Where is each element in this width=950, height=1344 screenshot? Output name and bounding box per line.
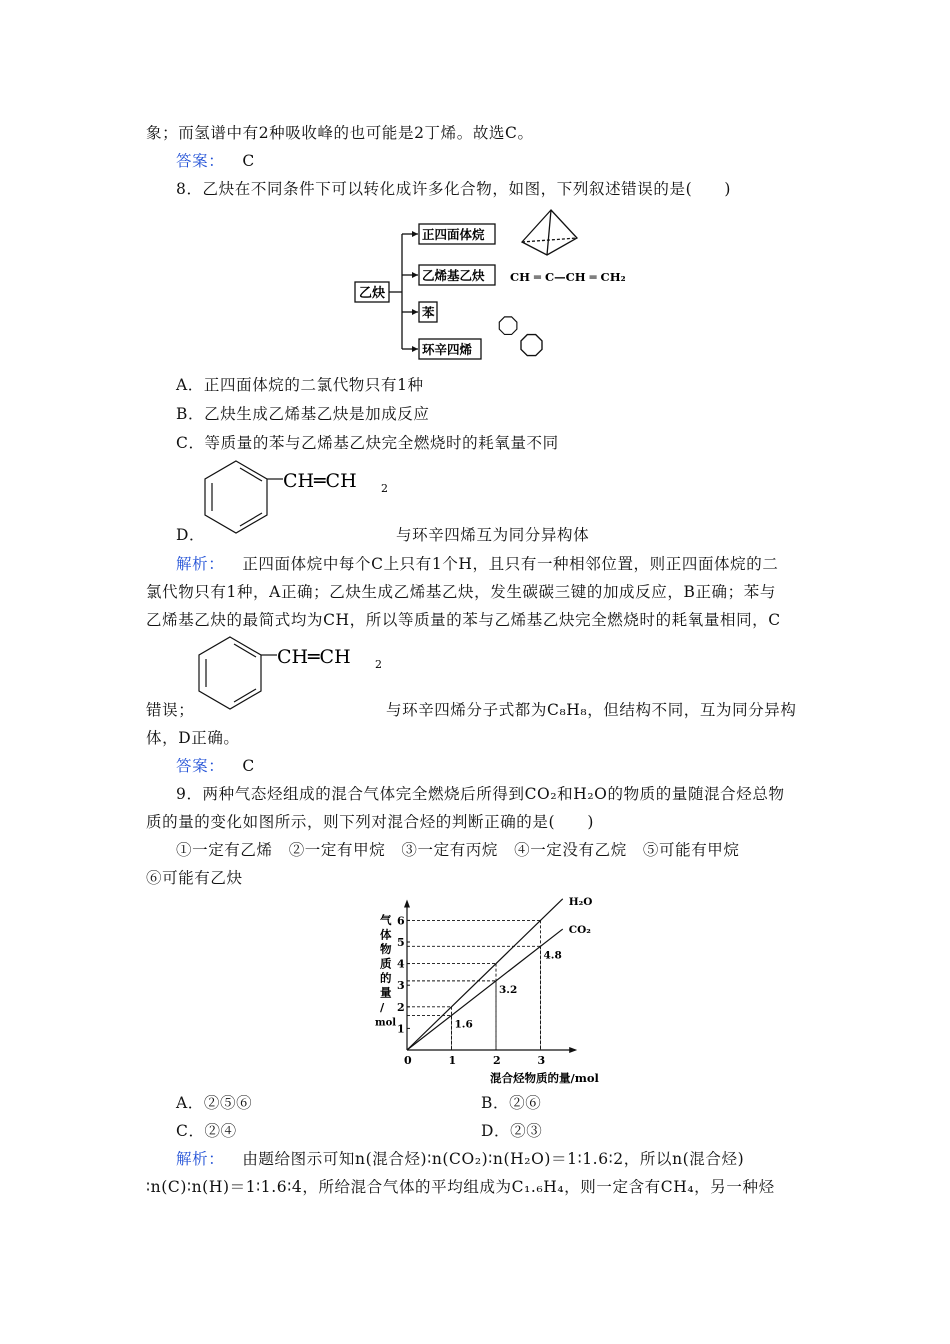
analysis-1-line-4a: 错误； [146, 701, 195, 719]
styrene-structure-1 [196, 458, 406, 538]
y-label-char-0: 气 [380, 913, 392, 927]
q8-option-d-label: D． [176, 526, 206, 544]
analysis-1-line-3: 乙烯基乙炔的最简式均为CH，所以等质量的苯与乙烯基乙炔完全燃烧时的耗氧量相同，C [146, 611, 781, 629]
q8-option-a: A．正四面体烷的二氯代物只有1种 [176, 376, 424, 394]
y-tick-5: 5 [397, 936, 405, 949]
q9-line-4: ⑥可能有乙炔 [146, 869, 243, 887]
cyclooctatetraene-icon [499, 317, 542, 356]
answer-value: C [242, 152, 255, 170]
series-label-co2: CO₂ [568, 924, 591, 937]
y-label-char-7: mol [375, 1017, 397, 1029]
y-label-char-3: 质 [380, 956, 392, 971]
annotation-4.8: 4.8 [543, 949, 562, 962]
q8-option-c: C．等质量的苯与乙烯基乙炔完全燃烧时的耗氧量不同 [176, 434, 559, 452]
text-line-1: 象；而氢谱中有2种吸收峰的也可能是2丁烯。故选C。 [146, 124, 534, 142]
styrene-group-1: CH═CH [283, 470, 357, 492]
annotation-3.2: 3.2 [499, 983, 518, 996]
analysis-1-text: 正四面体烷中每个C上只有1个H，且只有一种相邻位置，则正四面体烷的二 [242, 555, 779, 573]
analysis-2-text: 由题给图示可知n(混合烃)∶n(CO₂)∶n(H₂O)＝1∶1.6∶2，所以n(混合烃) [242, 1150, 745, 1168]
answer-2 [176, 755, 255, 777]
q9-option-d: D．②③ [481, 1122, 543, 1140]
y-tick-3: 3 [397, 979, 405, 993]
y-tick-6: 6 [397, 914, 405, 928]
analysis-label: 解析： [176, 555, 225, 573]
x-axis-arrow [569, 1047, 577, 1053]
gas-amount-chart [368, 892, 618, 1092]
y-label-char-4: 的 [380, 971, 392, 985]
q8-stem: 8．乙炔在不同条件下可以转化成许多化合物，如图，下列叙述错误的是( ) [176, 180, 732, 198]
vinylacetylene-formula: CH ═ C—CH ═ CH₂ [510, 270, 626, 284]
answer-1 [176, 150, 255, 172]
series-line-1 [407, 929, 563, 1050]
analysis-1-line-4b: 与环辛四烯分子式都为C₈H₈，但结构不同，互为同分异构 [386, 701, 797, 719]
styrene-sub-2: 2 [375, 658, 382, 671]
x-tick-3: 3 [537, 1054, 546, 1067]
y-tick-4: 4 [397, 957, 405, 971]
acetylene-conversion-diagram [350, 200, 650, 366]
q9-option-c: C．②④ [176, 1122, 237, 1140]
q9-line-3: ①一定有乙烯 ②一定有甲烷 ③一定有丙烷 ④一定没有乙烷 ⑤可能有甲烷 [176, 841, 740, 859]
analysis-1-line-1 [176, 553, 778, 575]
series-label-h2o: H₂O [568, 895, 593, 908]
styrene-group-2: CH═CH [277, 646, 351, 668]
analysis-1-line-2: 氯代物只有1种，A正确；乙炔生成乙烯基乙炔，发生碳碳三键的加成反应，B正确；苯与 [146, 583, 776, 601]
series-line-0 [407, 899, 563, 1050]
answer-label: 答案： [176, 757, 225, 775]
q9-option-a: A．②⑤⑥ [176, 1094, 253, 1112]
y-axis-arrow [404, 899, 410, 907]
y-label-char-5: 量 [380, 985, 392, 1000]
analysis-2-line-2: ∶n(C)∶n(H)＝1∶1.6∶4，所给混合气体的平均组成为C₁.₆H₄，则一定含有CH₄，另一种烃 [146, 1178, 775, 1196]
diagram-branch-1: 正四面体烷 [422, 227, 485, 242]
q9-option-b: B．②⑥ [481, 1094, 542, 1112]
q8-option-d-text: 与环辛四烯互为同分异构体 [396, 526, 590, 544]
answer-label: 答案： [176, 152, 225, 170]
diagram-branch-2: 乙烯基乙炔 [422, 268, 485, 283]
styrene-structure-2 [190, 634, 400, 714]
x-tick-0: 0 [404, 1054, 412, 1067]
x-axis-label: 混合烃物质的量/mol [490, 1071, 599, 1085]
q8-option-b: B．乙炔生成乙烯基乙炔是加成反应 [176, 405, 430, 423]
y-tick-2: 2 [397, 1000, 405, 1014]
diagram-branch-3: 苯 [422, 305, 435, 320]
analysis-label: 解析： [176, 1150, 225, 1168]
diagram-branch-4: 环辛四烯 [422, 342, 473, 357]
analysis-2-line-1 [176, 1148, 744, 1170]
q9-line-2: 质的量的变化如图所示，则下列对混合烃的判断正确的是( ) [146, 813, 594, 831]
styrene-sub-1: 2 [381, 482, 388, 495]
y-label-char-1: 体 [380, 927, 392, 942]
y-label-char-2: 物 [380, 942, 392, 956]
x-tick-2: 2 [493, 1054, 501, 1067]
analysis-1-line-5: 体，D正确。 [146, 729, 240, 747]
q9-line-1: 9．两种气态烃组成的混合气体完全燃烧后所得到CO₂和H₂O的物质的量随混合烃总物 [176, 785, 785, 803]
tetrahedrane-icon [522, 210, 577, 255]
x-tick-1: 1 [448, 1054, 457, 1067]
diagram-root: 乙炔 [359, 286, 386, 301]
answer-value: C [242, 757, 255, 775]
y-tick-1: 1 [397, 1022, 405, 1036]
annotation-1.6: 1.6 [454, 1018, 473, 1031]
y-label-char-6: / [380, 1000, 385, 1014]
